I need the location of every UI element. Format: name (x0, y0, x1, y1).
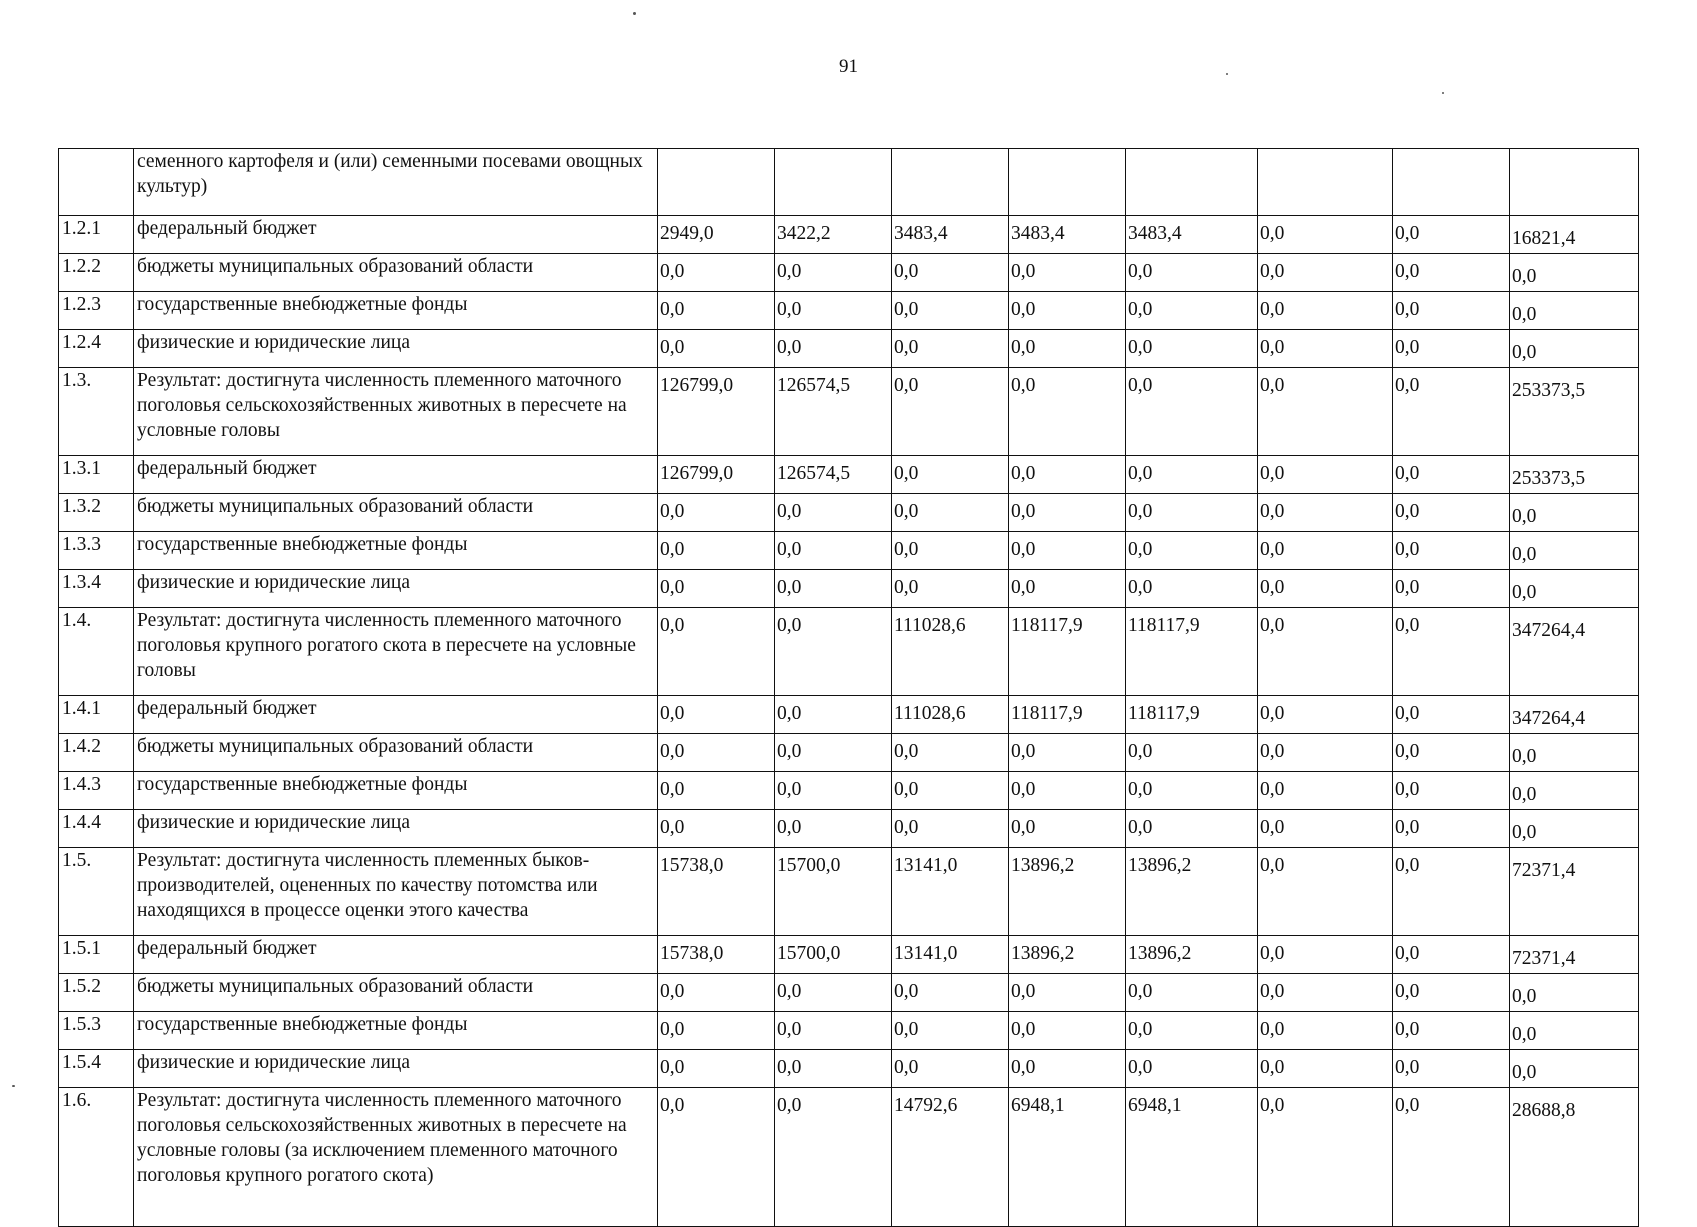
value-cell: 0,0 (1393, 936, 1510, 974)
value-cell: 3422,2 (775, 216, 892, 254)
page-number: 91 (839, 56, 858, 77)
value-cell: 0,0 (1393, 330, 1510, 368)
value-cell: 0,0 (892, 254, 1009, 292)
value-cell: 0,0 (1510, 734, 1639, 772)
value-cell: 0,0 (1393, 216, 1510, 254)
row-name: Результат: достигнута численность племенного маточного поголовья сельскохозяйственных животных в пересчете на условные головы (134, 368, 658, 456)
row-code: 1.3.2 (59, 494, 134, 532)
value-cell: 0,0 (1258, 292, 1393, 330)
row-name: бюджеты муниципальных образований области (134, 254, 658, 292)
row-code: 1.3.3 (59, 532, 134, 570)
table-row (59, 696, 1639, 734)
value-cell: 0,0 (658, 494, 775, 532)
value-cell: 0,0 (892, 1050, 1009, 1088)
value-cell: 0,0 (1009, 974, 1126, 1012)
row-code: 1.5.1 (59, 936, 134, 974)
value-cell: 0,0 (1393, 810, 1510, 848)
row-name: государственные внебюджетные фонды (134, 772, 658, 810)
value-cell: 0,0 (775, 608, 892, 696)
value-cell: 0,0 (892, 292, 1009, 330)
row-name: бюджеты муниципальных образований области (134, 974, 658, 1012)
value-cell: 0,0 (1258, 330, 1393, 368)
value-cell: 0,0 (775, 734, 892, 772)
value-cell: 15700,0 (775, 848, 892, 936)
row-code (59, 149, 134, 216)
value-cell: 0,0 (892, 974, 1009, 1012)
value-cell (775, 149, 892, 216)
value-cell: 0,0 (1393, 368, 1510, 456)
value-cell: 0,0 (1009, 532, 1126, 570)
value-cell: 118117,9 (1126, 608, 1258, 696)
value-cell: 72371,4 (1510, 936, 1639, 974)
value-cell: 0,0 (1009, 456, 1126, 494)
value-cell: 0,0 (1126, 1050, 1258, 1088)
value-cell: 0,0 (1258, 254, 1393, 292)
table-row (59, 734, 1639, 772)
row-name: семенного картофеля и (или) семенными посевами овощных культур) (134, 149, 658, 216)
scan-speck (1226, 73, 1228, 75)
value-cell: 0,0 (1126, 974, 1258, 1012)
row-name: бюджеты муниципальных образований области (134, 494, 658, 532)
value-cell: 0,0 (658, 1012, 775, 1050)
row-code: 1.3. (59, 368, 134, 456)
scan-speck (12, 1085, 15, 1087)
value-cell: 0,0 (892, 570, 1009, 608)
value-cell: 72371,4 (1510, 848, 1639, 936)
value-cell: 0,0 (1510, 292, 1639, 330)
table-row (59, 149, 1639, 216)
value-cell: 0,0 (1258, 456, 1393, 494)
value-cell: 3483,4 (1009, 216, 1126, 254)
value-cell: 0,0 (1258, 532, 1393, 570)
value-cell: 2949,0 (658, 216, 775, 254)
value-cell: 13141,0 (892, 848, 1009, 936)
value-cell: 6948,1 (1009, 1088, 1126, 1227)
value-cell: 3483,4 (892, 216, 1009, 254)
value-cell: 126799,0 (658, 456, 775, 494)
row-name: Результат: достигнута численность племенных быков-производителей, оцененных по качеству потомства или находящихся в процессе оценки этого качества (134, 848, 658, 936)
table-row (59, 368, 1639, 456)
value-cell (1009, 149, 1126, 216)
row-name: физические и юридические лица (134, 330, 658, 368)
value-cell: 0,0 (658, 696, 775, 734)
value-cell: 126574,5 (775, 368, 892, 456)
value-cell: 0,0 (1258, 570, 1393, 608)
scan-speck (633, 12, 636, 15)
row-code: 1.4.4 (59, 810, 134, 848)
value-cell: 0,0 (1009, 1050, 1126, 1088)
value-cell: 0,0 (1393, 848, 1510, 936)
value-cell: 0,0 (1009, 292, 1126, 330)
value-cell: 0,0 (892, 330, 1009, 368)
row-name: физические и юридические лица (134, 570, 658, 608)
table-row (59, 330, 1639, 368)
value-cell: 0,0 (892, 772, 1009, 810)
table-row (59, 1088, 1639, 1227)
value-cell: 0,0 (1258, 1050, 1393, 1088)
value-cell (658, 149, 775, 216)
row-code: 1.5.3 (59, 1012, 134, 1050)
value-cell: 126574,5 (775, 456, 892, 494)
value-cell: 0,0 (1258, 848, 1393, 936)
value-cell: 0,0 (775, 1012, 892, 1050)
value-cell: 0,0 (1510, 1012, 1639, 1050)
value-cell: 0,0 (658, 330, 775, 368)
value-cell: 0,0 (1393, 1012, 1510, 1050)
value-cell: 0,0 (1510, 254, 1639, 292)
value-cell: 0,0 (1393, 1050, 1510, 1088)
row-name: физические и юридические лица (134, 1050, 658, 1088)
value-cell: 118117,9 (1009, 696, 1126, 734)
table-row (59, 848, 1639, 936)
value-cell: 0,0 (1393, 608, 1510, 696)
value-cell: 0,0 (1009, 810, 1126, 848)
value-cell: 0,0 (1393, 570, 1510, 608)
value-cell: 0,0 (1126, 292, 1258, 330)
row-name: федеральный бюджет (134, 696, 658, 734)
value-cell: 13896,2 (1009, 936, 1126, 974)
row-code: 1.2.2 (59, 254, 134, 292)
value-cell: 0,0 (775, 292, 892, 330)
row-name: государственные внебюджетные фонды (134, 1012, 658, 1050)
value-cell: 0,0 (775, 696, 892, 734)
row-code: 1.4.3 (59, 772, 134, 810)
table-row (59, 292, 1639, 330)
value-cell: 0,0 (775, 254, 892, 292)
value-cell: 0,0 (1393, 494, 1510, 532)
value-cell: 0,0 (658, 1050, 775, 1088)
table-row (59, 456, 1639, 494)
value-cell: 15738,0 (658, 936, 775, 974)
value-cell: 0,0 (1393, 532, 1510, 570)
row-name: физические и юридические лица (134, 810, 658, 848)
row-code: 1.4.2 (59, 734, 134, 772)
value-cell: 0,0 (1009, 330, 1126, 368)
row-code: 1.5.4 (59, 1050, 134, 1088)
value-cell: 126799,0 (658, 368, 775, 456)
value-cell: 0,0 (1258, 936, 1393, 974)
value-cell: 0,0 (658, 608, 775, 696)
row-name: федеральный бюджет (134, 216, 658, 254)
value-cell: 0,0 (892, 368, 1009, 456)
value-cell: 3483,4 (1126, 216, 1258, 254)
value-cell: 0,0 (1009, 570, 1126, 608)
value-cell: 0,0 (1126, 368, 1258, 456)
row-code: 1.3.4 (59, 570, 134, 608)
value-cell: 0,0 (775, 974, 892, 1012)
budget-table (58, 148, 1639, 1227)
value-cell: 0,0 (1510, 494, 1639, 532)
value-cell: 0,0 (1126, 456, 1258, 494)
value-cell: 0,0 (1258, 974, 1393, 1012)
value-cell: 0,0 (658, 254, 775, 292)
table-row (59, 936, 1639, 974)
row-name: Результат: достигнута численность племенного маточного поголовья крупного рогатого скота в пересчете на условные головы (134, 608, 658, 696)
value-cell: 0,0 (1009, 734, 1126, 772)
value-cell: 0,0 (1258, 216, 1393, 254)
value-cell: 111028,6 (892, 608, 1009, 696)
value-cell: 0,0 (1126, 532, 1258, 570)
value-cell: 111028,6 (892, 696, 1009, 734)
value-cell: 0,0 (1009, 1012, 1126, 1050)
value-cell: 0,0 (1393, 456, 1510, 494)
value-cell: 0,0 (892, 810, 1009, 848)
value-cell: 0,0 (1510, 974, 1639, 1012)
table-row (59, 772, 1639, 810)
row-code: 1.3.1 (59, 456, 134, 494)
value-cell: 0,0 (1258, 608, 1393, 696)
value-cell: 6948,1 (1126, 1088, 1258, 1227)
value-cell: 13141,0 (892, 936, 1009, 974)
value-cell: 0,0 (1258, 1088, 1393, 1227)
table-row (59, 254, 1639, 292)
value-cell: 0,0 (892, 456, 1009, 494)
value-cell: 0,0 (658, 734, 775, 772)
value-cell: 118117,9 (1009, 608, 1126, 696)
value-cell: 0,0 (1258, 810, 1393, 848)
row-code: 1.4.1 (59, 696, 134, 734)
value-cell: 0,0 (1126, 1012, 1258, 1050)
value-cell: 0,0 (1258, 494, 1393, 532)
value-cell: 0,0 (1126, 810, 1258, 848)
value-cell (1510, 149, 1639, 216)
value-cell: 0,0 (1393, 734, 1510, 772)
value-cell: 0,0 (658, 1088, 775, 1227)
table-row (59, 1012, 1639, 1050)
value-cell: 13896,2 (1126, 848, 1258, 936)
value-cell: 0,0 (1258, 772, 1393, 810)
value-cell: 0,0 (1258, 696, 1393, 734)
value-cell: 0,0 (1009, 368, 1126, 456)
value-cell: 0,0 (775, 330, 892, 368)
value-cell: 0,0 (658, 532, 775, 570)
value-cell: 0,0 (1009, 494, 1126, 532)
value-cell: 0,0 (892, 494, 1009, 532)
row-code: 1.6. (59, 1088, 134, 1227)
value-cell: 0,0 (1126, 734, 1258, 772)
value-cell: 253373,5 (1510, 456, 1639, 494)
row-code: 1.2.3 (59, 292, 134, 330)
value-cell: 0,0 (775, 810, 892, 848)
row-name: государственные внебюджетные фонды (134, 292, 658, 330)
table-row (59, 494, 1639, 532)
value-cell: 0,0 (1510, 330, 1639, 368)
table-row (59, 608, 1639, 696)
value-cell: 13896,2 (1126, 936, 1258, 974)
value-cell: 0,0 (658, 810, 775, 848)
table-row (59, 1050, 1639, 1088)
value-cell (1126, 149, 1258, 216)
value-cell: 118117,9 (1126, 696, 1258, 734)
value-cell: 0,0 (1258, 368, 1393, 456)
value-cell: 0,0 (1510, 772, 1639, 810)
value-cell: 0,0 (1393, 254, 1510, 292)
value-cell: 14792,6 (892, 1088, 1009, 1227)
value-cell (1258, 149, 1393, 216)
table-body (59, 149, 1639, 1227)
row-name: Результат: достигнута численность племенного маточного поголовья сельскохозяйственных животных в пересчете на условные головы (за исключением племенного маточного поголовья крупного рогатого скота) (134, 1088, 658, 1227)
table-row (59, 532, 1639, 570)
row-code: 1.2.4 (59, 330, 134, 368)
row-name: государственные внебюджетные фонды (134, 532, 658, 570)
value-cell: 0,0 (1126, 570, 1258, 608)
row-code: 1.5.2 (59, 974, 134, 1012)
value-cell: 0,0 (1258, 734, 1393, 772)
value-cell: 0,0 (1393, 1088, 1510, 1227)
value-cell: 0,0 (775, 532, 892, 570)
value-cell: 0,0 (1126, 494, 1258, 532)
value-cell: 0,0 (658, 570, 775, 608)
value-cell (892, 149, 1009, 216)
table-row (59, 810, 1639, 848)
row-name: федеральный бюджет (134, 936, 658, 974)
value-cell: 0,0 (1126, 772, 1258, 810)
value-cell: 253373,5 (1510, 368, 1639, 456)
value-cell: 0,0 (1393, 696, 1510, 734)
value-cell: 0,0 (1393, 772, 1510, 810)
row-code: 1.4. (59, 608, 134, 696)
value-cell: 0,0 (1510, 1050, 1639, 1088)
row-name: бюджеты муниципальных образований области (134, 734, 658, 772)
value-cell: 0,0 (892, 734, 1009, 772)
table-row (59, 570, 1639, 608)
value-cell: 0,0 (658, 772, 775, 810)
value-cell: 0,0 (775, 1050, 892, 1088)
value-cell: 0,0 (775, 772, 892, 810)
value-cell: 0,0 (1510, 532, 1639, 570)
value-cell: 28688,8 (1510, 1088, 1639, 1227)
value-cell: 0,0 (775, 494, 892, 532)
value-cell: 0,0 (1393, 974, 1510, 1012)
value-cell: 0,0 (892, 532, 1009, 570)
value-cell: 0,0 (658, 292, 775, 330)
value-cell: 347264,4 (1510, 696, 1639, 734)
value-cell: 0,0 (1009, 254, 1126, 292)
value-cell: 0,0 (775, 570, 892, 608)
scan-speck (1442, 92, 1444, 94)
value-cell: 0,0 (892, 1012, 1009, 1050)
value-cell: 0,0 (1009, 772, 1126, 810)
value-cell: 0,0 (1126, 254, 1258, 292)
value-cell: 15700,0 (775, 936, 892, 974)
table-row (59, 216, 1639, 254)
value-cell (1393, 149, 1510, 216)
row-code: 1.5. (59, 848, 134, 936)
value-cell: 0,0 (658, 974, 775, 1012)
value-cell: 13896,2 (1009, 848, 1126, 936)
row-code: 1.2.1 (59, 216, 134, 254)
value-cell: 0,0 (1393, 292, 1510, 330)
table-row (59, 974, 1639, 1012)
value-cell: 16821,4 (1510, 216, 1639, 254)
value-cell: 0,0 (775, 1088, 892, 1227)
value-cell: 347264,4 (1510, 608, 1639, 696)
value-cell: 15738,0 (658, 848, 775, 936)
row-name: федеральный бюджет (134, 456, 658, 494)
value-cell: 0,0 (1510, 570, 1639, 608)
value-cell: 0,0 (1258, 1012, 1393, 1050)
value-cell: 0,0 (1126, 330, 1258, 368)
value-cell: 0,0 (1510, 810, 1639, 848)
